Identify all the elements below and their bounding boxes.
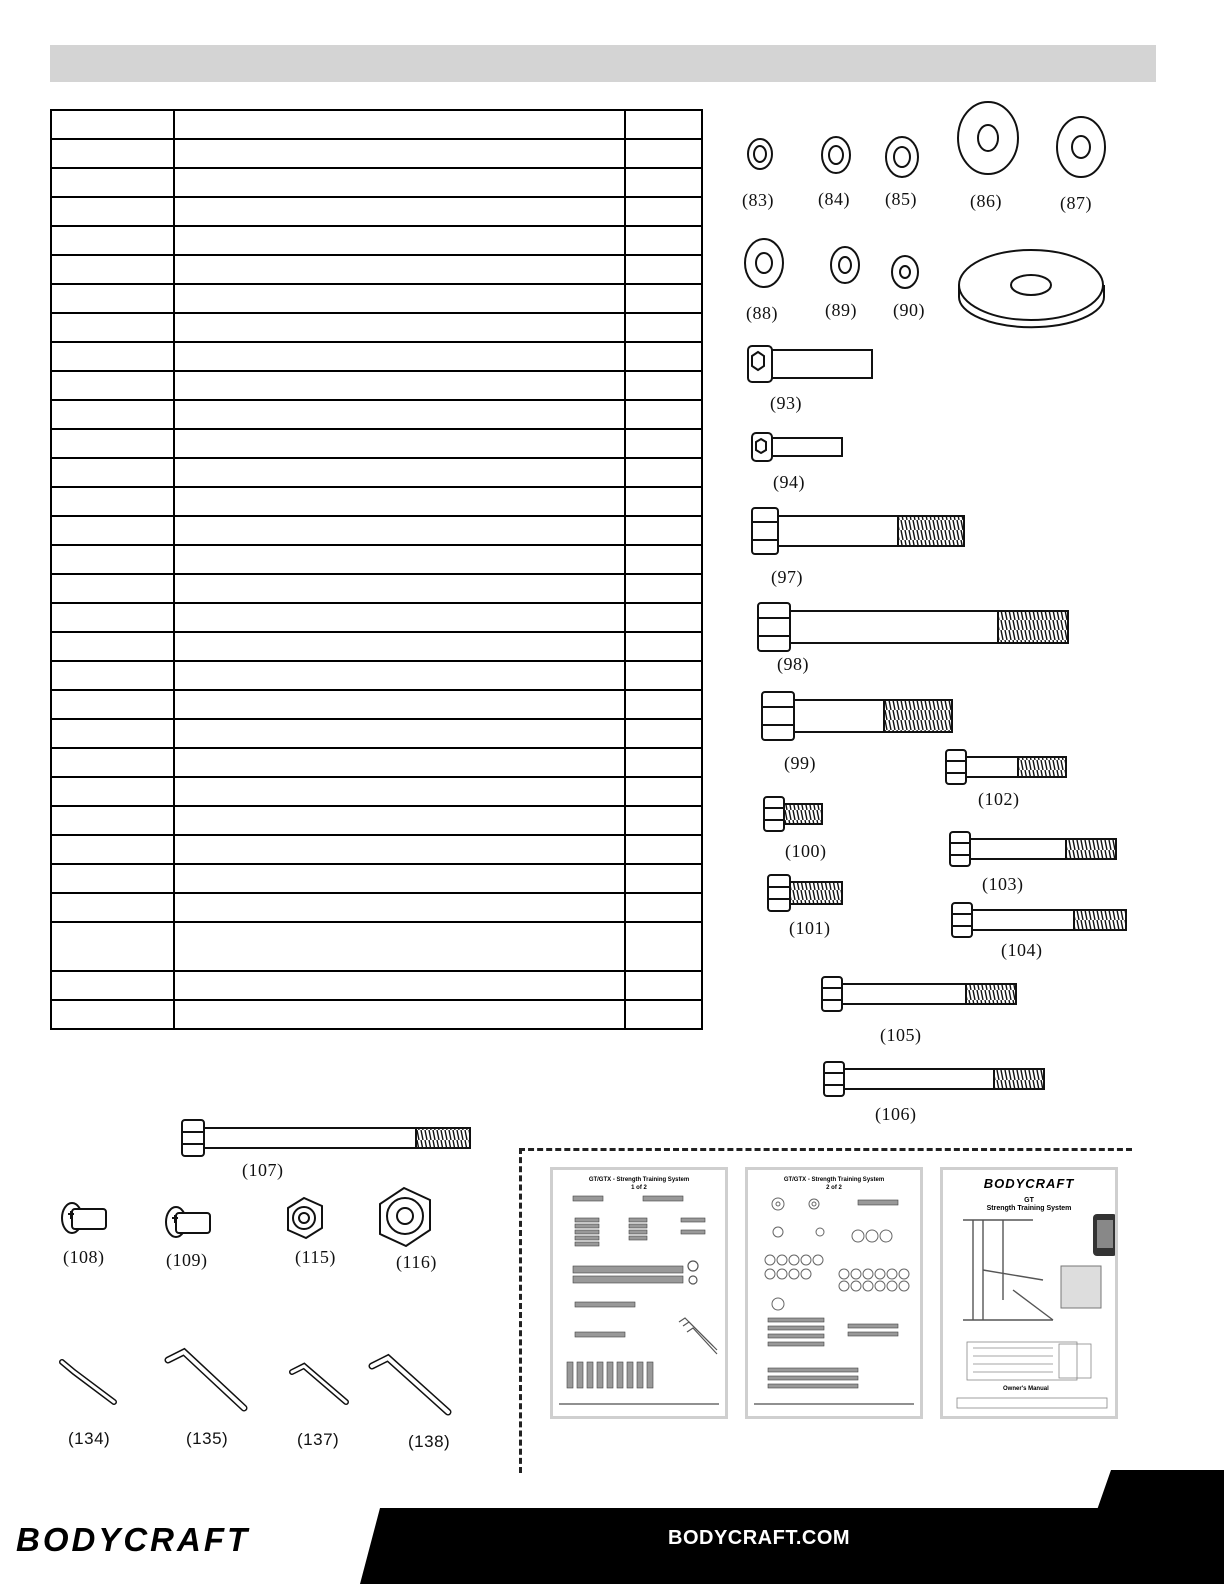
description-cell [174, 661, 626, 690]
gym-machine-illustration-icon [943, 1170, 1115, 1416]
table-row [51, 516, 702, 545]
hex-bolt-103-icon [950, 832, 1116, 866]
hex-bolt-102-icon [946, 750, 1066, 784]
part-label-116: (116) [396, 1252, 437, 1272]
table-row [51, 806, 702, 835]
button-screw-109-icon [166, 1207, 210, 1237]
part-number-cell [51, 574, 174, 603]
lock-washer-83-icon [748, 139, 772, 169]
part-label-105: (105) [880, 1025, 922, 1045]
part-label-87: (87) [1060, 193, 1092, 213]
quantity-cell [625, 400, 702, 429]
table-row [51, 487, 702, 516]
quantity-cell [625, 922, 702, 971]
quantity-cell [625, 429, 702, 458]
quantity-cell [625, 603, 702, 632]
part-number-cell [51, 226, 174, 255]
table-row [51, 864, 702, 893]
part-number-cell [51, 371, 174, 400]
quantity-cell [625, 632, 702, 661]
table-row [51, 632, 702, 661]
table-row [51, 922, 702, 971]
part-number-cell [51, 893, 174, 922]
description-cell [174, 806, 626, 835]
sheet-2-subtitle: 2 of 2 [826, 1185, 842, 1191]
owners-manual-thumbnail [940, 1167, 1118, 1419]
table-row [51, 400, 702, 429]
part-number-cell [51, 284, 174, 313]
hex-bolt-107-icon [182, 1120, 470, 1156]
part-label-94: (94) [773, 472, 805, 492]
part-number-cell [51, 429, 174, 458]
part-number-cell [51, 139, 174, 168]
hex-bolt-98-icon [758, 603, 1068, 651]
table-row [51, 168, 702, 197]
hex-key-135-icon [168, 1352, 244, 1408]
description-cell [174, 632, 626, 661]
hex-bolt-101-icon [768, 875, 842, 911]
quantity-cell [625, 168, 702, 197]
manual-model: GT [1024, 1197, 1034, 1204]
table-row [51, 371, 702, 400]
description-cell [174, 922, 626, 971]
part-number-cell [51, 632, 174, 661]
description-cell [174, 690, 626, 719]
hex-bolt-105-icon [822, 977, 1016, 1011]
part-number-cell [51, 806, 174, 835]
part-label-89: (89) [825, 300, 857, 320]
part-number-cell [51, 487, 174, 516]
hex-key-134-icon [62, 1362, 114, 1402]
description-cell [174, 255, 626, 284]
part-label-83: (83) [742, 190, 774, 210]
hex-bolt-99-icon [762, 692, 952, 740]
table-row [51, 748, 702, 777]
table-row [51, 284, 702, 313]
description-cell [174, 603, 626, 632]
table-row [51, 835, 702, 864]
table-row [51, 661, 702, 690]
description-cell [174, 313, 626, 342]
part-label-99: (99) [784, 753, 816, 773]
table-row [51, 429, 702, 458]
part-number-cell [51, 516, 174, 545]
quantity-cell [625, 777, 702, 806]
table-row [51, 110, 702, 139]
part-label-103: (103) [982, 874, 1024, 894]
description-cell [174, 487, 626, 516]
footer-logo: BODYCRAFT [16, 1521, 251, 1558]
description-cell [174, 777, 626, 806]
table-row [51, 893, 702, 922]
part-number-cell [51, 197, 174, 226]
hex-bolt-104-icon [952, 903, 1126, 937]
large-flat-washer-icon [959, 250, 1104, 327]
table-row [51, 545, 702, 574]
part-number-cell [51, 971, 174, 1000]
manual-subtitle: Strength Training System [986, 1205, 1072, 1212]
description-cell [174, 893, 626, 922]
socket-screw-94-icon [752, 433, 842, 461]
table-row [51, 226, 702, 255]
part-label-107: (107) [242, 1160, 284, 1180]
part-label-104: (104) [1001, 940, 1043, 960]
sheet-2-title: GT/GTX - Strength Training System [783, 1177, 885, 1183]
part-label-84: (84) [818, 189, 850, 209]
table-row [51, 603, 702, 632]
quantity-cell [625, 226, 702, 255]
description-cell [174, 748, 626, 777]
part-label-86: (86) [970, 191, 1002, 211]
part-number-cell [51, 1000, 174, 1029]
part-number-cell [51, 168, 174, 197]
quantity-cell [625, 342, 702, 371]
table-row [51, 255, 702, 284]
table-row [51, 1000, 702, 1029]
part-label-93: (93) [770, 393, 802, 413]
part-label-102: (102) [978, 789, 1020, 809]
part-label-108: (108) [63, 1247, 105, 1267]
quantity-cell [625, 284, 702, 313]
part-label-134: (134) [68, 1429, 111, 1448]
socket-screw-93-icon [748, 346, 872, 382]
part-number-cell [51, 922, 174, 971]
description-cell [174, 342, 626, 371]
description-cell [174, 168, 626, 197]
description-cell [174, 835, 626, 864]
quantity-cell [625, 255, 702, 284]
table-row [51, 458, 702, 487]
quantity-cell [625, 971, 702, 1000]
description-cell [174, 574, 626, 603]
part-label-88: (88) [746, 303, 778, 323]
quantity-cell [625, 806, 702, 835]
manual-footer-title: Owner's Manual [1003, 1386, 1049, 1392]
table-row [51, 719, 702, 748]
table-row [51, 971, 702, 1000]
quantity-cell [625, 516, 702, 545]
washer-89-icon [831, 247, 859, 283]
quantity-cell [625, 1000, 702, 1029]
table-row [51, 197, 702, 226]
quantity-cell [625, 371, 702, 400]
quantity-cell [625, 835, 702, 864]
washer-88-icon [745, 239, 783, 287]
lock-washer-84-icon [822, 137, 850, 173]
part-label-106: (106) [875, 1104, 917, 1124]
part-number-cell [51, 458, 174, 487]
hex-bolt-106-icon [824, 1062, 1044, 1096]
part-label-101: (101) [789, 918, 831, 938]
description-cell [174, 284, 626, 313]
lock-nut-116-icon [380, 1188, 430, 1246]
lock-washer-85-icon [886, 137, 918, 177]
table-row [51, 777, 702, 806]
washer-90-icon [892, 256, 918, 288]
hex-key-137-icon [292, 1366, 346, 1402]
part-number-cell [51, 777, 174, 806]
quantity-cell [625, 690, 702, 719]
part-number-cell [51, 110, 174, 139]
part-label-115: (115) [295, 1247, 336, 1267]
quantity-cell [625, 110, 702, 139]
description-cell [174, 864, 626, 893]
description-cell [174, 429, 626, 458]
hardware-sheet-2-thumbnail [745, 1167, 923, 1419]
part-label-135: (135) [186, 1429, 229, 1448]
part-label-138: (138) [408, 1432, 451, 1451]
quantity-cell [625, 661, 702, 690]
section-header-bar [50, 45, 1156, 82]
part-label-85: (85) [885, 189, 917, 209]
part-number-cell [51, 342, 174, 371]
table-row [51, 139, 702, 168]
washer-87-icon [1057, 117, 1105, 177]
table-row [51, 313, 702, 342]
quantity-cell [625, 719, 702, 748]
part-label-90: (90) [893, 300, 925, 320]
hex-bolt-100-icon [764, 797, 822, 831]
description-cell [174, 971, 626, 1000]
table-row [51, 342, 702, 371]
description-cell [174, 371, 626, 400]
quantity-cell [625, 458, 702, 487]
part-number-cell [51, 603, 174, 632]
lock-nut-115-icon [288, 1198, 322, 1238]
sheet-1-title: GT/GTX - Strength Training System [588, 1177, 690, 1183]
quantity-cell [625, 574, 702, 603]
sheet-2-parts-icon [748, 1170, 920, 1416]
washer-86-icon [958, 102, 1018, 174]
part-number-cell [51, 255, 174, 284]
description-cell [174, 1000, 626, 1029]
part-number-cell [51, 719, 174, 748]
quantity-cell [625, 864, 702, 893]
footer-accent-shape [1097, 1470, 1224, 1510]
description-cell [174, 226, 626, 255]
part-number-cell [51, 661, 174, 690]
part-label-97: (97) [771, 567, 803, 587]
table-row [51, 690, 702, 719]
footer-website[interactable]: BODYCRAFT.COM [668, 1527, 851, 1549]
description-cell [174, 139, 626, 168]
part-number-cell [51, 864, 174, 893]
manual-brand: BODYCRAFT [983, 1176, 1075, 1191]
description-cell [174, 400, 626, 429]
quantity-cell [625, 748, 702, 777]
description-cell [174, 516, 626, 545]
description-cell [174, 719, 626, 748]
part-number-cell [51, 835, 174, 864]
hardware-sheet-1-thumbnail [550, 1167, 728, 1419]
description-cell [174, 545, 626, 574]
table-row [51, 574, 702, 603]
quantity-cell [625, 893, 702, 922]
part-label-137: (137) [297, 1430, 340, 1449]
hex-key-138-icon [372, 1358, 448, 1412]
description-cell [174, 110, 626, 139]
quantity-cell [625, 545, 702, 574]
part-number-cell [51, 690, 174, 719]
description-cell [174, 458, 626, 487]
part-label-98: (98) [777, 654, 809, 674]
part-label-100: (100) [785, 841, 827, 861]
hex-bolt-97-icon [752, 508, 964, 554]
sheet-1-parts-icon [553, 1170, 725, 1416]
quantity-cell [625, 313, 702, 342]
sheet-1-subtitle: 1 of 2 [631, 1185, 647, 1191]
description-cell [174, 197, 626, 226]
quantity-cell [625, 487, 702, 516]
part-number-cell [51, 313, 174, 342]
part-label-109: (109) [166, 1250, 208, 1270]
part-number-cell [51, 400, 174, 429]
button-screw-108-icon [62, 1203, 106, 1233]
parts-table [50, 109, 703, 1030]
part-number-cell [51, 748, 174, 777]
quantity-cell [625, 197, 702, 226]
part-number-cell [51, 545, 174, 574]
quantity-cell [625, 139, 702, 168]
